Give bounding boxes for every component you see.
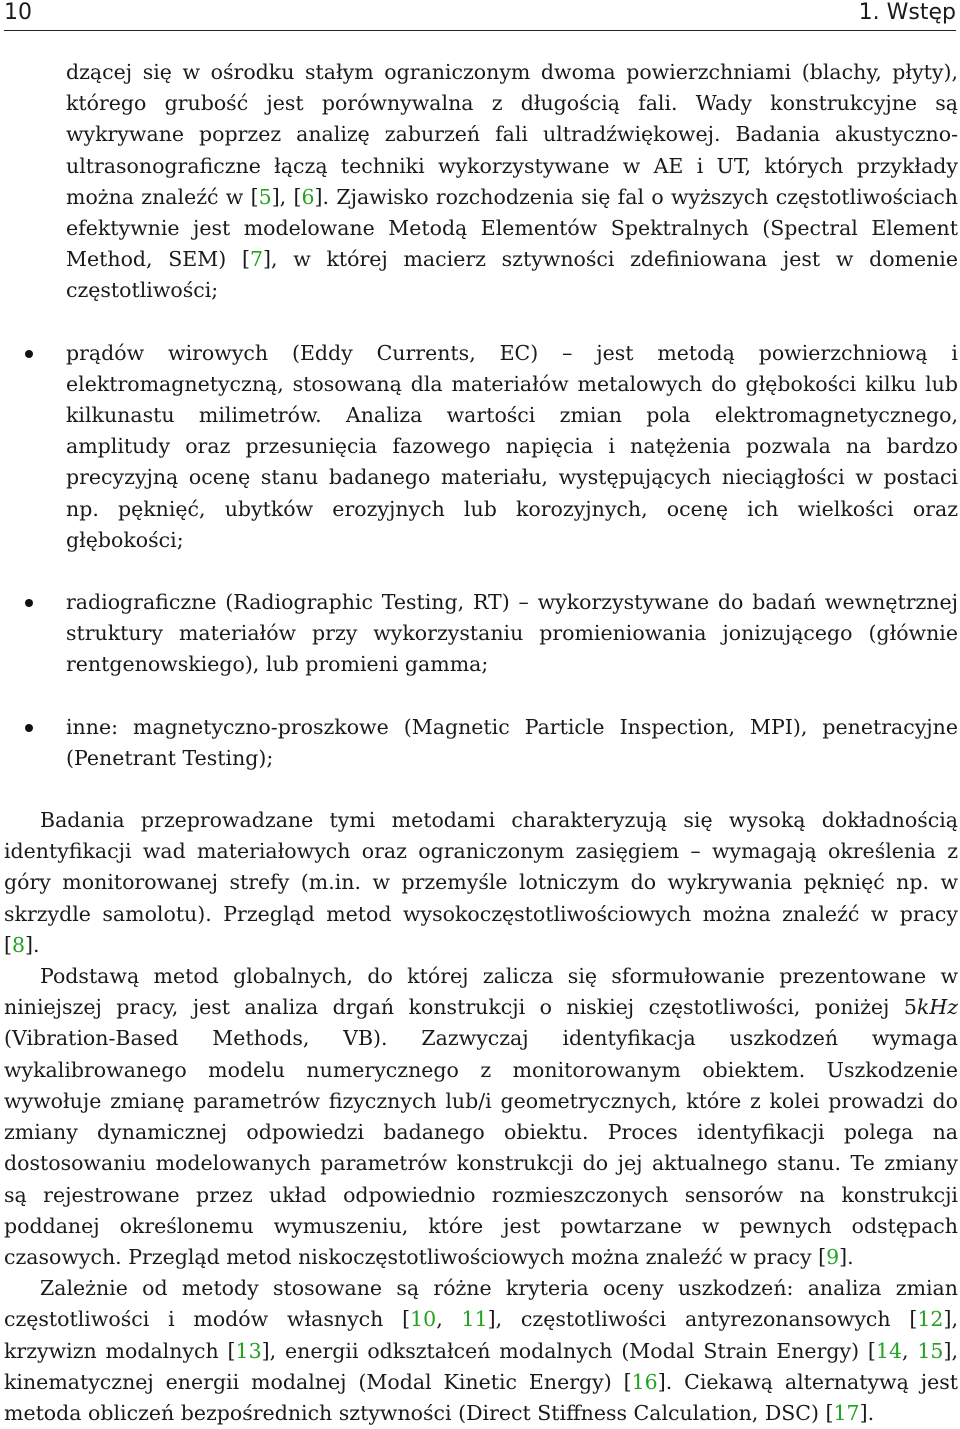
citation-link[interactable]: 5	[258, 184, 272, 209]
list-item	[4, 338, 958, 556]
bullet-icon	[25, 724, 33, 732]
citation-link[interactable]: 16	[631, 1369, 658, 1394]
citation-link[interactable]: 10	[410, 1307, 437, 1332]
list-item-text: prądów wirowych (Eddy Currents, EC) – jest metodą powierzchniową i elektromagnetyczną, stosowaną dla materiałów metalowych do głębokości kilku lub kilkunastu milimetrów. Analiza wartości zmian pola elektromagnetycznego, amplitudy oraz przesunięcia fazowego napięcia i natężenia pozwala na bardzo precyzyjną ocenę stanu badanego materiału, występujących nieciągłości w postaci np. pęknięć, ubytków erozyjnych lub korozyjnych, ocenę ich wielkości oraz głębokości;	[66, 340, 958, 552]
paragraphs	[4, 805, 958, 1429]
list-item	[4, 712, 958, 774]
method-list	[4, 57, 958, 774]
citation-link[interactable]: 17	[833, 1400, 860, 1425]
body-paragraph: Badania przeprowadzane tymi metodami charakteryzują się wysoką dokładnością identyfikacji wad materiałowych oraz ograniczonym zasięgiem – wymagają określenia z góry monitorowanej strefy (m.in. w przemyśle lotniczym do wykrywania pęknięć np. w skrzydle samolotu). Przegląd metod wysokoczęstotliwościowych można znaleźć w pracy [8].	[4, 808, 958, 957]
body-paragraph: Zależnie od metody stosowane są różne kryteria oceny uszkodzeń: analiza zmian częstotliwości i modów własnych [10, 11], częstotliwości antyrezonansowych [12], krzywizn modalnych [13], energii odkształceń modalnych (Modal Strain Energy) [14, 15], kinematycznej energii modalnej (Modal Kinetic Energy) [16]. Ciekawą alternatywą jest metoda obliczeń bezpośrednich sztywności (Direct Stiffness Calculation, DSC) [17].	[4, 1276, 958, 1425]
chapter-title: 1. Wstęp	[858, 0, 956, 25]
list-item	[4, 587, 958, 681]
list-item-text: dzącej się w ośrodku stałym ograniczonym dwoma powierzchniami (blachy, płyty), którego grubość jest porównywalna z długością fali. Wady konstrukcyjne są wykrywane poprzez analizę zaburzeń fali ultradźwiękowej. Badania akustyczno-ultrasonograficzne łączą techniki wykorzystywane w AE i UT, których przykłady można znaleźć w [5], [6]. Zjawisko rozchodzenia się fal o wyższych częstotliwościach efektywnie jest modelowane Metodą Elementów Spektralnych (Spectral Element Method, SEM) [7], w której macierz sztywności zdefiniowana jest w domenie częstotliwości;	[66, 60, 958, 303]
citation-link[interactable]: 9	[826, 1244, 840, 1269]
math-unit: kHz	[916, 995, 958, 1020]
list-item-text: radiograficzne (Radiographic Testing, RT) – wykorzystywane do badań wewnętrznej struktury materiałów przy wykorzystaniu promieniowania jonizującego (głównie rentgenowskiego), lub promieni gamma;	[66, 590, 958, 677]
citation-link[interactable]: 6	[301, 184, 315, 209]
page-body	[4, 57, 958, 1429]
list-item-text: inne: magnetyczno-proszkowe (Magnetic Particle Inspection, MPI), penetracyjne (Penetrant Testing);	[66, 714, 958, 770]
citation-link[interactable]: 11	[461, 1307, 488, 1332]
citation-link[interactable]: 15	[917, 1338, 944, 1363]
citation-link[interactable]: 8	[12, 932, 26, 957]
bullet-icon	[25, 350, 33, 358]
body-paragraph: Podstawą metod globalnych, do której zalicza się sformułowanie prezentowane w niniejszej pracy, jest analiza drgań konstrukcji o niskiej częstotliwości, poniżej 5kHz (Vibration-Based Methods, VB). Zazwyczaj identyfikacja uszkodzeń wymaga wykalibrowanego modelu numerycznego z monitorowanym obiektem. Uszkodzenie wywołuje zmianę parametrów fizycznych lub/i geometrycznych, które z kolei prowadzi do zmiany dynamicznej odpowiedzi badanego obiektu. Proces identyfikacji polega na dostosowaniu modelowanych parametrów konstrukcji do jej aktualnego stanu. Te zmiany są rejestrowane przez układ odpowiednio rozmieszczonych sensorów na konstrukcji poddanej określonemu wymuszeniu, które jest powtarzane w pewnych odstępach czasowych. Przegląd metod niskoczęstotliwościowych można znaleźć w pracy [9].	[4, 964, 958, 1269]
citation-link[interactable]: 14	[875, 1338, 903, 1363]
bullet-icon	[25, 599, 33, 607]
page-header	[4, 0, 956, 31]
citation-link[interactable]: 13	[235, 1338, 262, 1363]
citation-link[interactable]: 12	[917, 1307, 944, 1332]
citation-link[interactable]: 7	[249, 247, 264, 272]
list-item	[4, 57, 958, 307]
page-number: 10	[4, 0, 32, 25]
